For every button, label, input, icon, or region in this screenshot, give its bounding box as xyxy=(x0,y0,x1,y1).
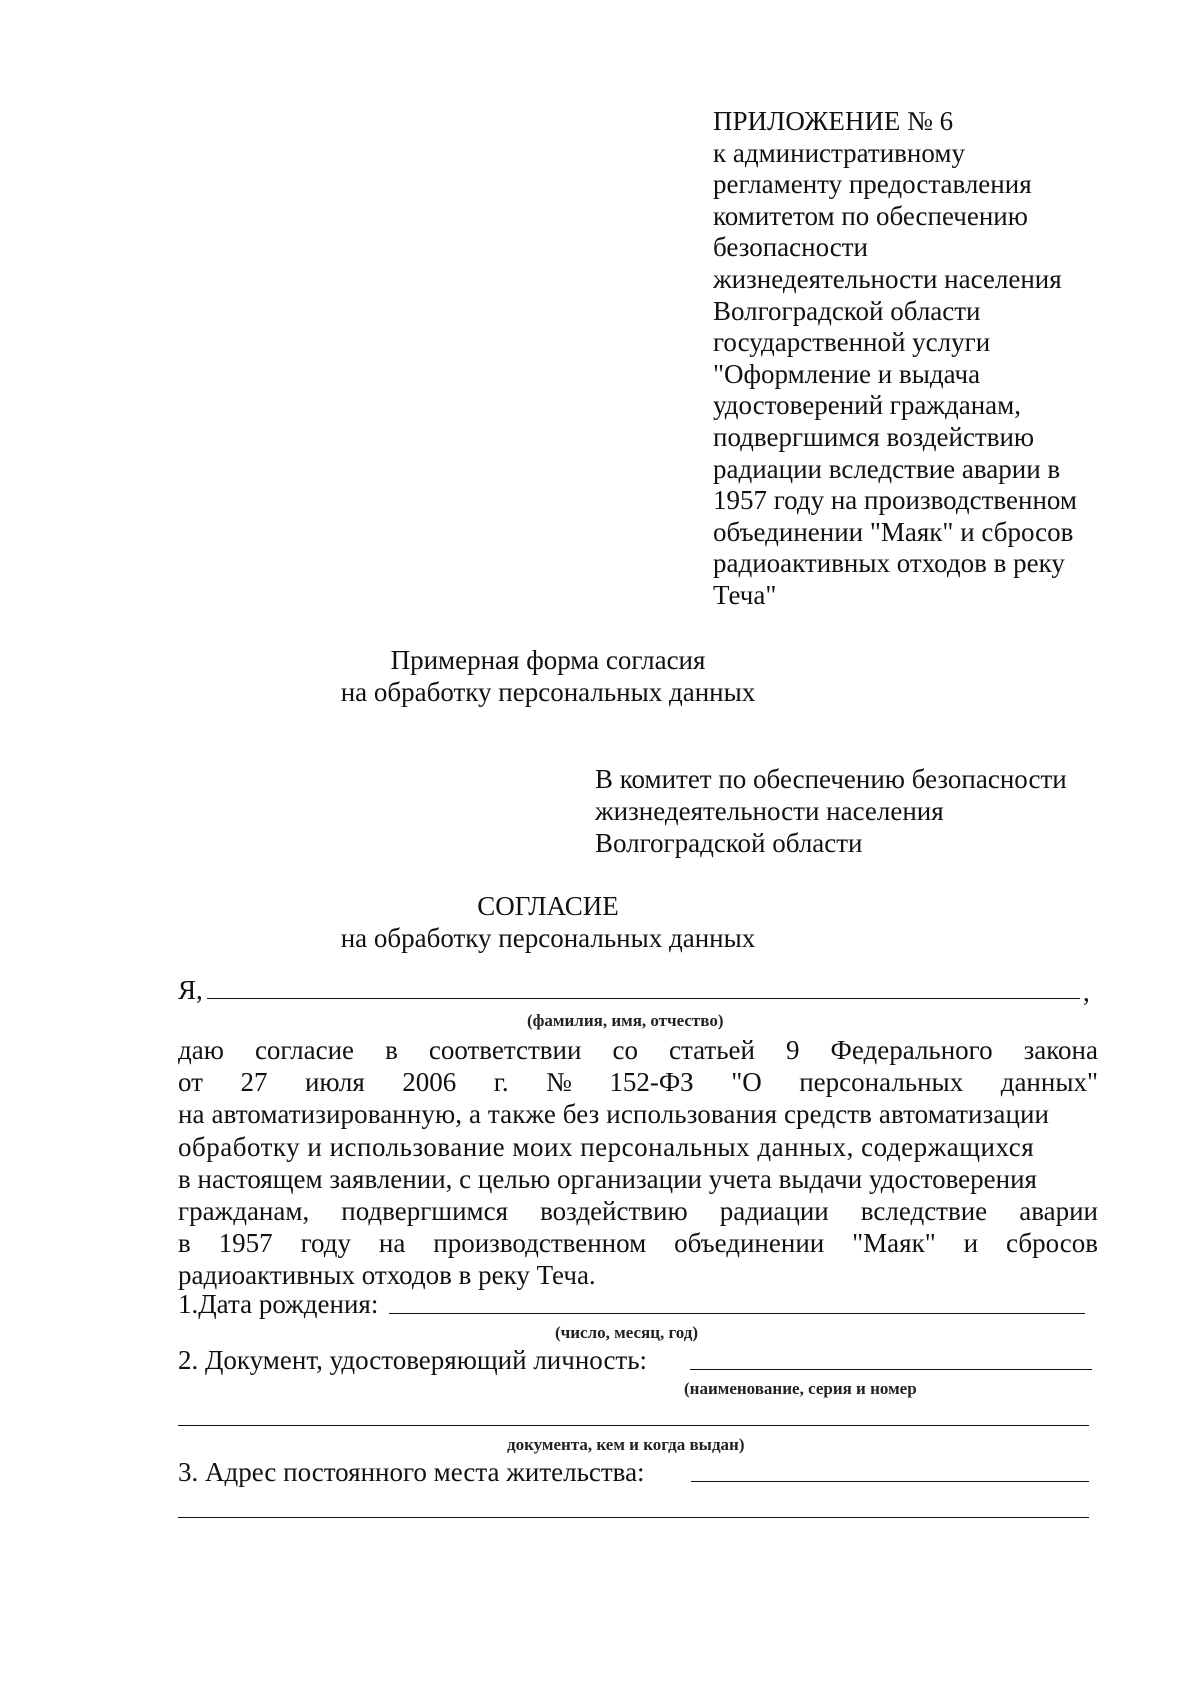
body-word: персональных xyxy=(799,1067,964,1098)
consent-body xyxy=(178,1034,1098,1292)
name-prefix: Я, xyxy=(178,975,203,1005)
consent-heading xyxy=(0,890,1148,954)
body-word: радиации xyxy=(719,1196,829,1227)
birth-date-input-line[interactable] xyxy=(389,1313,1085,1314)
name-input-line[interactable] xyxy=(207,998,1080,999)
body-word: 1957 xyxy=(218,1228,273,1259)
annex-line: подвергшимся воздействию xyxy=(713,421,1035,452)
annex-line: Волгоградской области xyxy=(713,295,981,326)
annex-line: регламенту предоставления xyxy=(713,169,1032,200)
addressee-block xyxy=(595,763,1067,859)
body-line-6 xyxy=(178,1195,1098,1227)
annex-line: радиации вследствие аварии в xyxy=(713,453,1061,484)
document-input-line-1[interactable] xyxy=(690,1369,1092,1370)
document-input-line-2[interactable] xyxy=(178,1425,1089,1426)
annex-line: государственной услуги xyxy=(713,327,991,358)
body-word: году xyxy=(300,1228,351,1259)
annex-line: 1957 году на производственном xyxy=(713,485,1077,516)
body-line-5: в настоящем заявлении, с целью организации учета выдачи удостоверения xyxy=(178,1163,1037,1194)
body-line-1 xyxy=(178,1034,1098,1066)
annex-line: жизнедеятельности населения xyxy=(713,263,1062,294)
annex-line: безопасности xyxy=(713,232,868,263)
addressee-line2: жизнедеятельности населения xyxy=(595,796,944,826)
birth-date-caption: (число, месяц, год) xyxy=(555,1323,699,1342)
address-label: 3. Адрес постоянного места жительства: xyxy=(178,1457,645,1487)
body-word: даю xyxy=(178,1035,224,1065)
name-caption: (фамилия, имя, отчество) xyxy=(527,1011,724,1030)
body-word: "О xyxy=(731,1067,762,1098)
document-caption-1: (наименование, серия и номер xyxy=(684,1379,917,1398)
body-word: закона xyxy=(1023,1035,1098,1065)
body-word: № xyxy=(546,1067,572,1098)
body-word: г. xyxy=(493,1067,509,1098)
body-word: подвергшимся xyxy=(341,1196,509,1227)
address-input-line-1[interactable] xyxy=(691,1481,1089,1482)
document-label: 2. Документ, удостоверяющий личность: xyxy=(178,1345,648,1375)
body-word: в xyxy=(385,1035,398,1065)
address-input-line-2[interactable] xyxy=(178,1517,1089,1518)
form-title-line2: на обработку персональных данных xyxy=(340,677,756,707)
body-word: "Маяк" xyxy=(852,1228,936,1259)
annex-line: комитетом по обеспечению xyxy=(713,200,1028,231)
annex-line: объединении "Маяк" и сбросов xyxy=(713,516,1074,547)
annex-line: к административному xyxy=(713,137,965,168)
body-word: 9 xyxy=(786,1035,800,1065)
body-word: согласие xyxy=(254,1035,355,1065)
body-word: воздействию xyxy=(540,1196,688,1227)
annex-line: удостоверений гражданам, xyxy=(713,390,1021,421)
body-word: гражданам, xyxy=(178,1196,310,1227)
body-word: от xyxy=(178,1067,203,1098)
body-line-3: на автоматизированную, а также без использования средств автоматизации xyxy=(178,1099,1050,1130)
annex-line: радиоактивных отходов в реку xyxy=(713,548,1065,579)
addressee-line3: Волгоградской области xyxy=(595,828,863,858)
body-word: в xyxy=(178,1228,191,1259)
body-word: вследствие xyxy=(860,1196,988,1227)
body-line-2 xyxy=(178,1066,1098,1098)
consent-subtitle: на обработку персональных данных xyxy=(340,923,756,953)
body-word: на xyxy=(378,1228,406,1259)
annex-line: ПРИЛОЖЕНИЕ № 6 xyxy=(713,106,954,136)
body-word: Федерального xyxy=(830,1035,993,1065)
form-title-line1: Примерная форма согласия xyxy=(390,645,706,675)
body-word: данных" xyxy=(1000,1067,1098,1098)
annex-header xyxy=(713,106,1133,612)
annex-line: Теча" xyxy=(713,579,777,610)
body-word: со xyxy=(612,1035,638,1065)
body-word: июля xyxy=(304,1067,365,1098)
body-line-8: радиоактивных отходов в реку Теча. xyxy=(178,1260,596,1291)
addressee-line1: В комитет по обеспечению безопасности xyxy=(595,764,1067,794)
body-word: 152-ФЗ xyxy=(609,1067,694,1098)
name-suffix: , xyxy=(1083,977,1090,1007)
body-word: сбросов xyxy=(1006,1228,1098,1259)
form-title xyxy=(0,644,1148,708)
annex-line: "Оформление и выдача xyxy=(713,358,981,389)
body-word: 27 xyxy=(240,1067,268,1098)
document-caption-2: документа, кем и когда выдан) xyxy=(507,1435,745,1454)
body-word: производственном xyxy=(433,1228,647,1259)
body-word: соответствии xyxy=(428,1035,582,1065)
body-word: статьей xyxy=(669,1035,755,1065)
birth-date-label: 1.Дата рождения: xyxy=(178,1289,379,1319)
consent-title: СОГЛАСИЕ xyxy=(477,891,619,921)
body-word: 2006 xyxy=(402,1067,457,1098)
body-word: аварии xyxy=(1019,1196,1098,1227)
body-line-4: обработку и использование моих персональных данных, содержащихся xyxy=(178,1131,1035,1162)
body-line-7 xyxy=(178,1227,1098,1259)
body-word: объединении xyxy=(674,1228,825,1259)
body-word: и xyxy=(963,1228,979,1259)
